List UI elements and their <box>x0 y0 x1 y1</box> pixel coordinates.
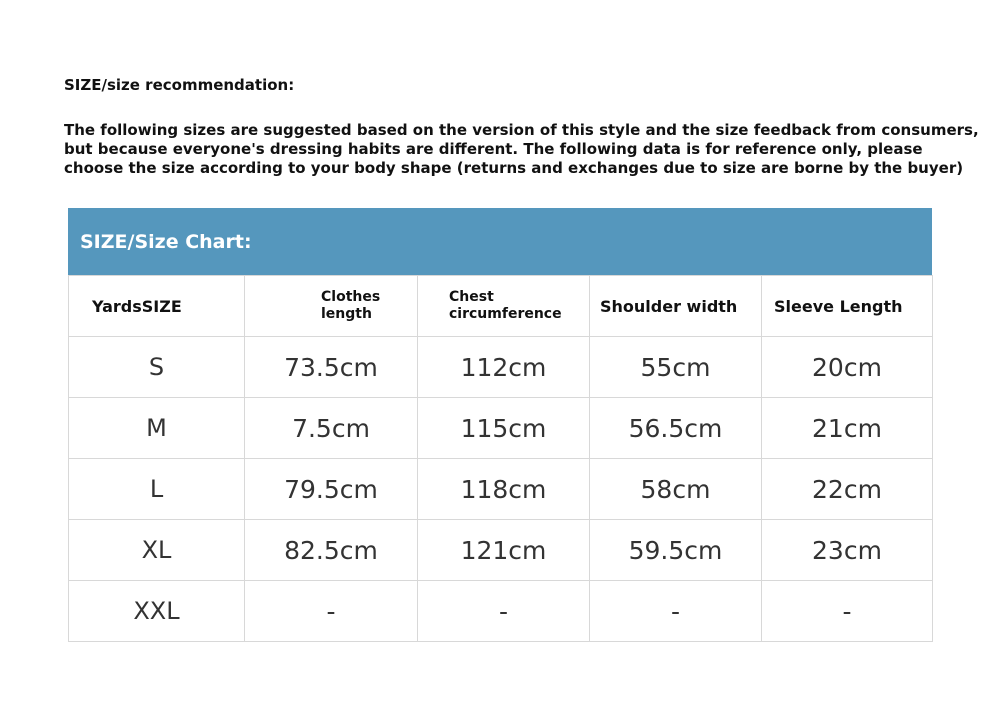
table-cell: - <box>245 581 418 642</box>
table-cell: 20cm <box>762 337 933 398</box>
table-cell: 56.5cm <box>590 398 762 459</box>
table-cell: 58cm <box>590 459 762 520</box>
table-cell: 23cm <box>762 520 933 581</box>
size-cell: XL <box>69 520 245 581</box>
notice-line: but because everyone's dressing habits are different. The following data is for reference only, please <box>64 140 923 158</box>
column-header-sleeve-length: Sleeve Length <box>762 276 933 337</box>
table-cell: 82.5cm <box>245 520 418 581</box>
size-notice <box>64 121 979 178</box>
table-cell: 112cm <box>418 337 590 398</box>
recommendation-title: SIZE/size recommendation: <box>64 76 295 94</box>
table-cell: 115cm <box>418 398 590 459</box>
table-cell: - <box>762 581 933 642</box>
size-cell: XXL <box>69 581 245 642</box>
table-cell: 7.5cm <box>245 398 418 459</box>
table-row <box>69 581 933 642</box>
size-cell: L <box>69 459 245 520</box>
size-table <box>68 275 933 642</box>
table-row <box>69 398 933 459</box>
column-header-size: YardsSIZE <box>69 276 245 337</box>
table-cell: 55cm <box>590 337 762 398</box>
column-header-chest-circumference: Chest circumference <box>418 276 590 337</box>
notice-line: The following sizes are suggested based on the version of this style and the size feedback from consumers, <box>64 121 979 139</box>
table-cell: 118cm <box>418 459 590 520</box>
table-row <box>69 459 933 520</box>
table-cell: - <box>590 581 762 642</box>
size-chart-title: SIZE/Size Chart: <box>68 208 932 275</box>
table-cell: - <box>418 581 590 642</box>
table-row <box>69 520 933 581</box>
table-cell: 59.5cm <box>590 520 762 581</box>
notice-line: choose the size according to your body shape (returns and exchanges due to size are borne by the buyer) <box>64 159 964 177</box>
column-header-shoulder-width: Shoulder width <box>590 276 762 337</box>
table-cell: 73.5cm <box>245 337 418 398</box>
table-cell: 121cm <box>418 520 590 581</box>
table-cell: 21cm <box>762 398 933 459</box>
size-cell: M <box>69 398 245 459</box>
table-cell: 22cm <box>762 459 933 520</box>
table-header-row <box>69 276 933 337</box>
table-row <box>69 337 933 398</box>
size-cell: S <box>69 337 245 398</box>
table-cell: 79.5cm <box>245 459 418 520</box>
size-chart <box>68 208 932 642</box>
column-header-clothes-length: Clothes length <box>245 276 418 337</box>
